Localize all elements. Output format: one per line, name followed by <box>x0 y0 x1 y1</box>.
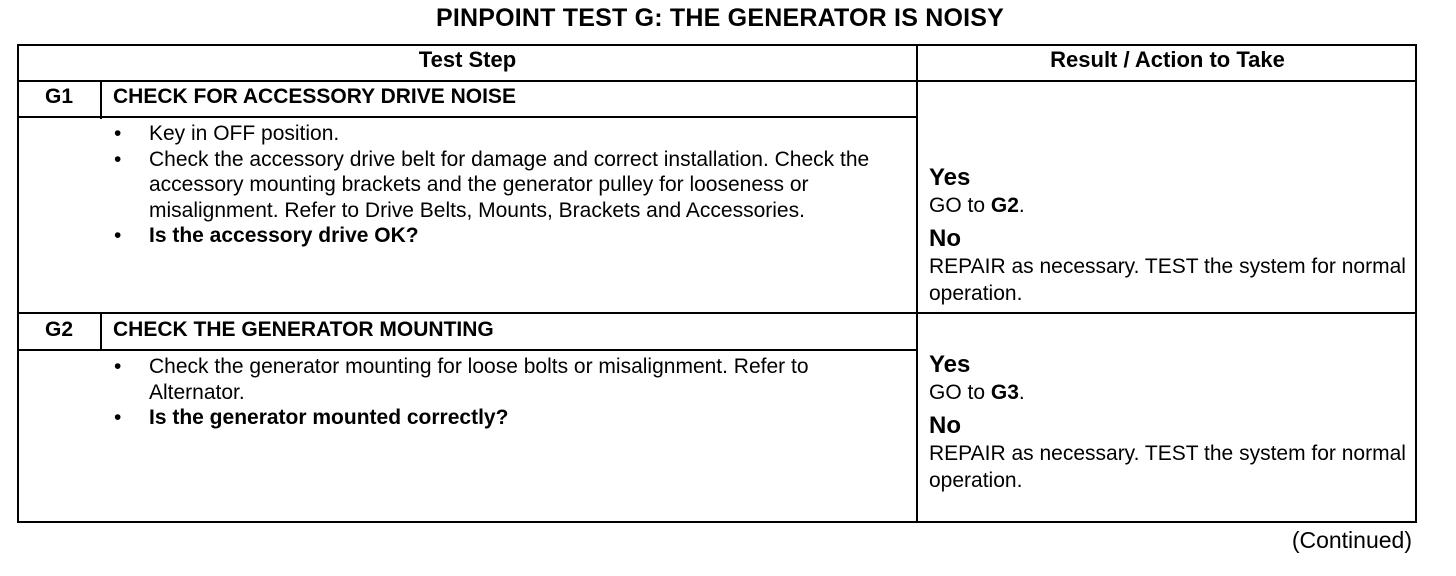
step-instructions <box>108 354 898 431</box>
list-item <box>108 405 898 431</box>
step-id: G1 <box>44 85 73 108</box>
result-cell <box>929 164 1409 307</box>
bullet-icon: • <box>114 406 122 429</box>
continued-note: (Continued) <box>1291 527 1412 553</box>
list-item <box>108 121 898 147</box>
list-item <box>108 223 898 249</box>
page-title: PINPOINT TEST G: THE GENERATOR IS NOISY <box>435 4 1005 32</box>
bullet-icon: • <box>114 355 122 378</box>
instruction-text: Check the accessory drive belt for damage and correct installation. Check the accessory mounting brackets and the generator pulley for looseness or misalignment. Refer to Drive Belts, Mounts, Brackets and Accessories. <box>149 147 870 222</box>
column-header-test-step: Test Step <box>418 47 517 72</box>
step-separator-rule <box>17 312 1417 314</box>
yes-label: Yes <box>929 351 971 378</box>
no-label: No <box>929 225 961 252</box>
yes-target: G2 <box>990 194 1019 217</box>
result-cell <box>929 351 1409 494</box>
step-heading-rule <box>17 349 918 351</box>
no-action: REPAIR as necessary. TEST the system for normal operation. <box>929 442 1406 492</box>
step-id: G2 <box>44 318 73 341</box>
column-header-result: Result / Action to Take <box>1050 47 1285 72</box>
question-text: Is the generator mounted correctly? <box>149 406 509 429</box>
yes-action-text: GO to <box>929 381 986 404</box>
step-heading-rule <box>17 116 918 118</box>
instruction-text: Check the generator mounting for loose bolts or misalignment. Refer to Alternator. <box>149 355 809 404</box>
yes-action: GO to G3. <box>929 381 1025 404</box>
header-rule <box>17 80 1417 82</box>
bullet-icon: • <box>114 147 122 171</box>
list-item <box>108 147 898 224</box>
bullet-icon: • <box>114 122 122 145</box>
list-item <box>108 354 898 405</box>
instruction-text: Key in OFF position. <box>149 122 340 145</box>
yes-action: GO to G2. <box>929 194 1025 217</box>
step-instructions <box>108 121 898 249</box>
bullet-icon: • <box>114 224 122 247</box>
no-label: No <box>929 412 961 439</box>
step-heading: CHECK THE GENERATOR MOUNTING <box>113 318 494 341</box>
question-text: Is the accessory drive OK? <box>149 224 419 247</box>
yes-target: G3 <box>990 381 1019 404</box>
yes-action-text: GO to <box>929 194 986 217</box>
step-heading: CHECK FOR ACCESSORY DRIVE NOISE <box>113 85 516 108</box>
no-action: REPAIR as necessary. TEST the system for normal operation. <box>929 255 1406 305</box>
yes-label: Yes <box>929 164 971 191</box>
